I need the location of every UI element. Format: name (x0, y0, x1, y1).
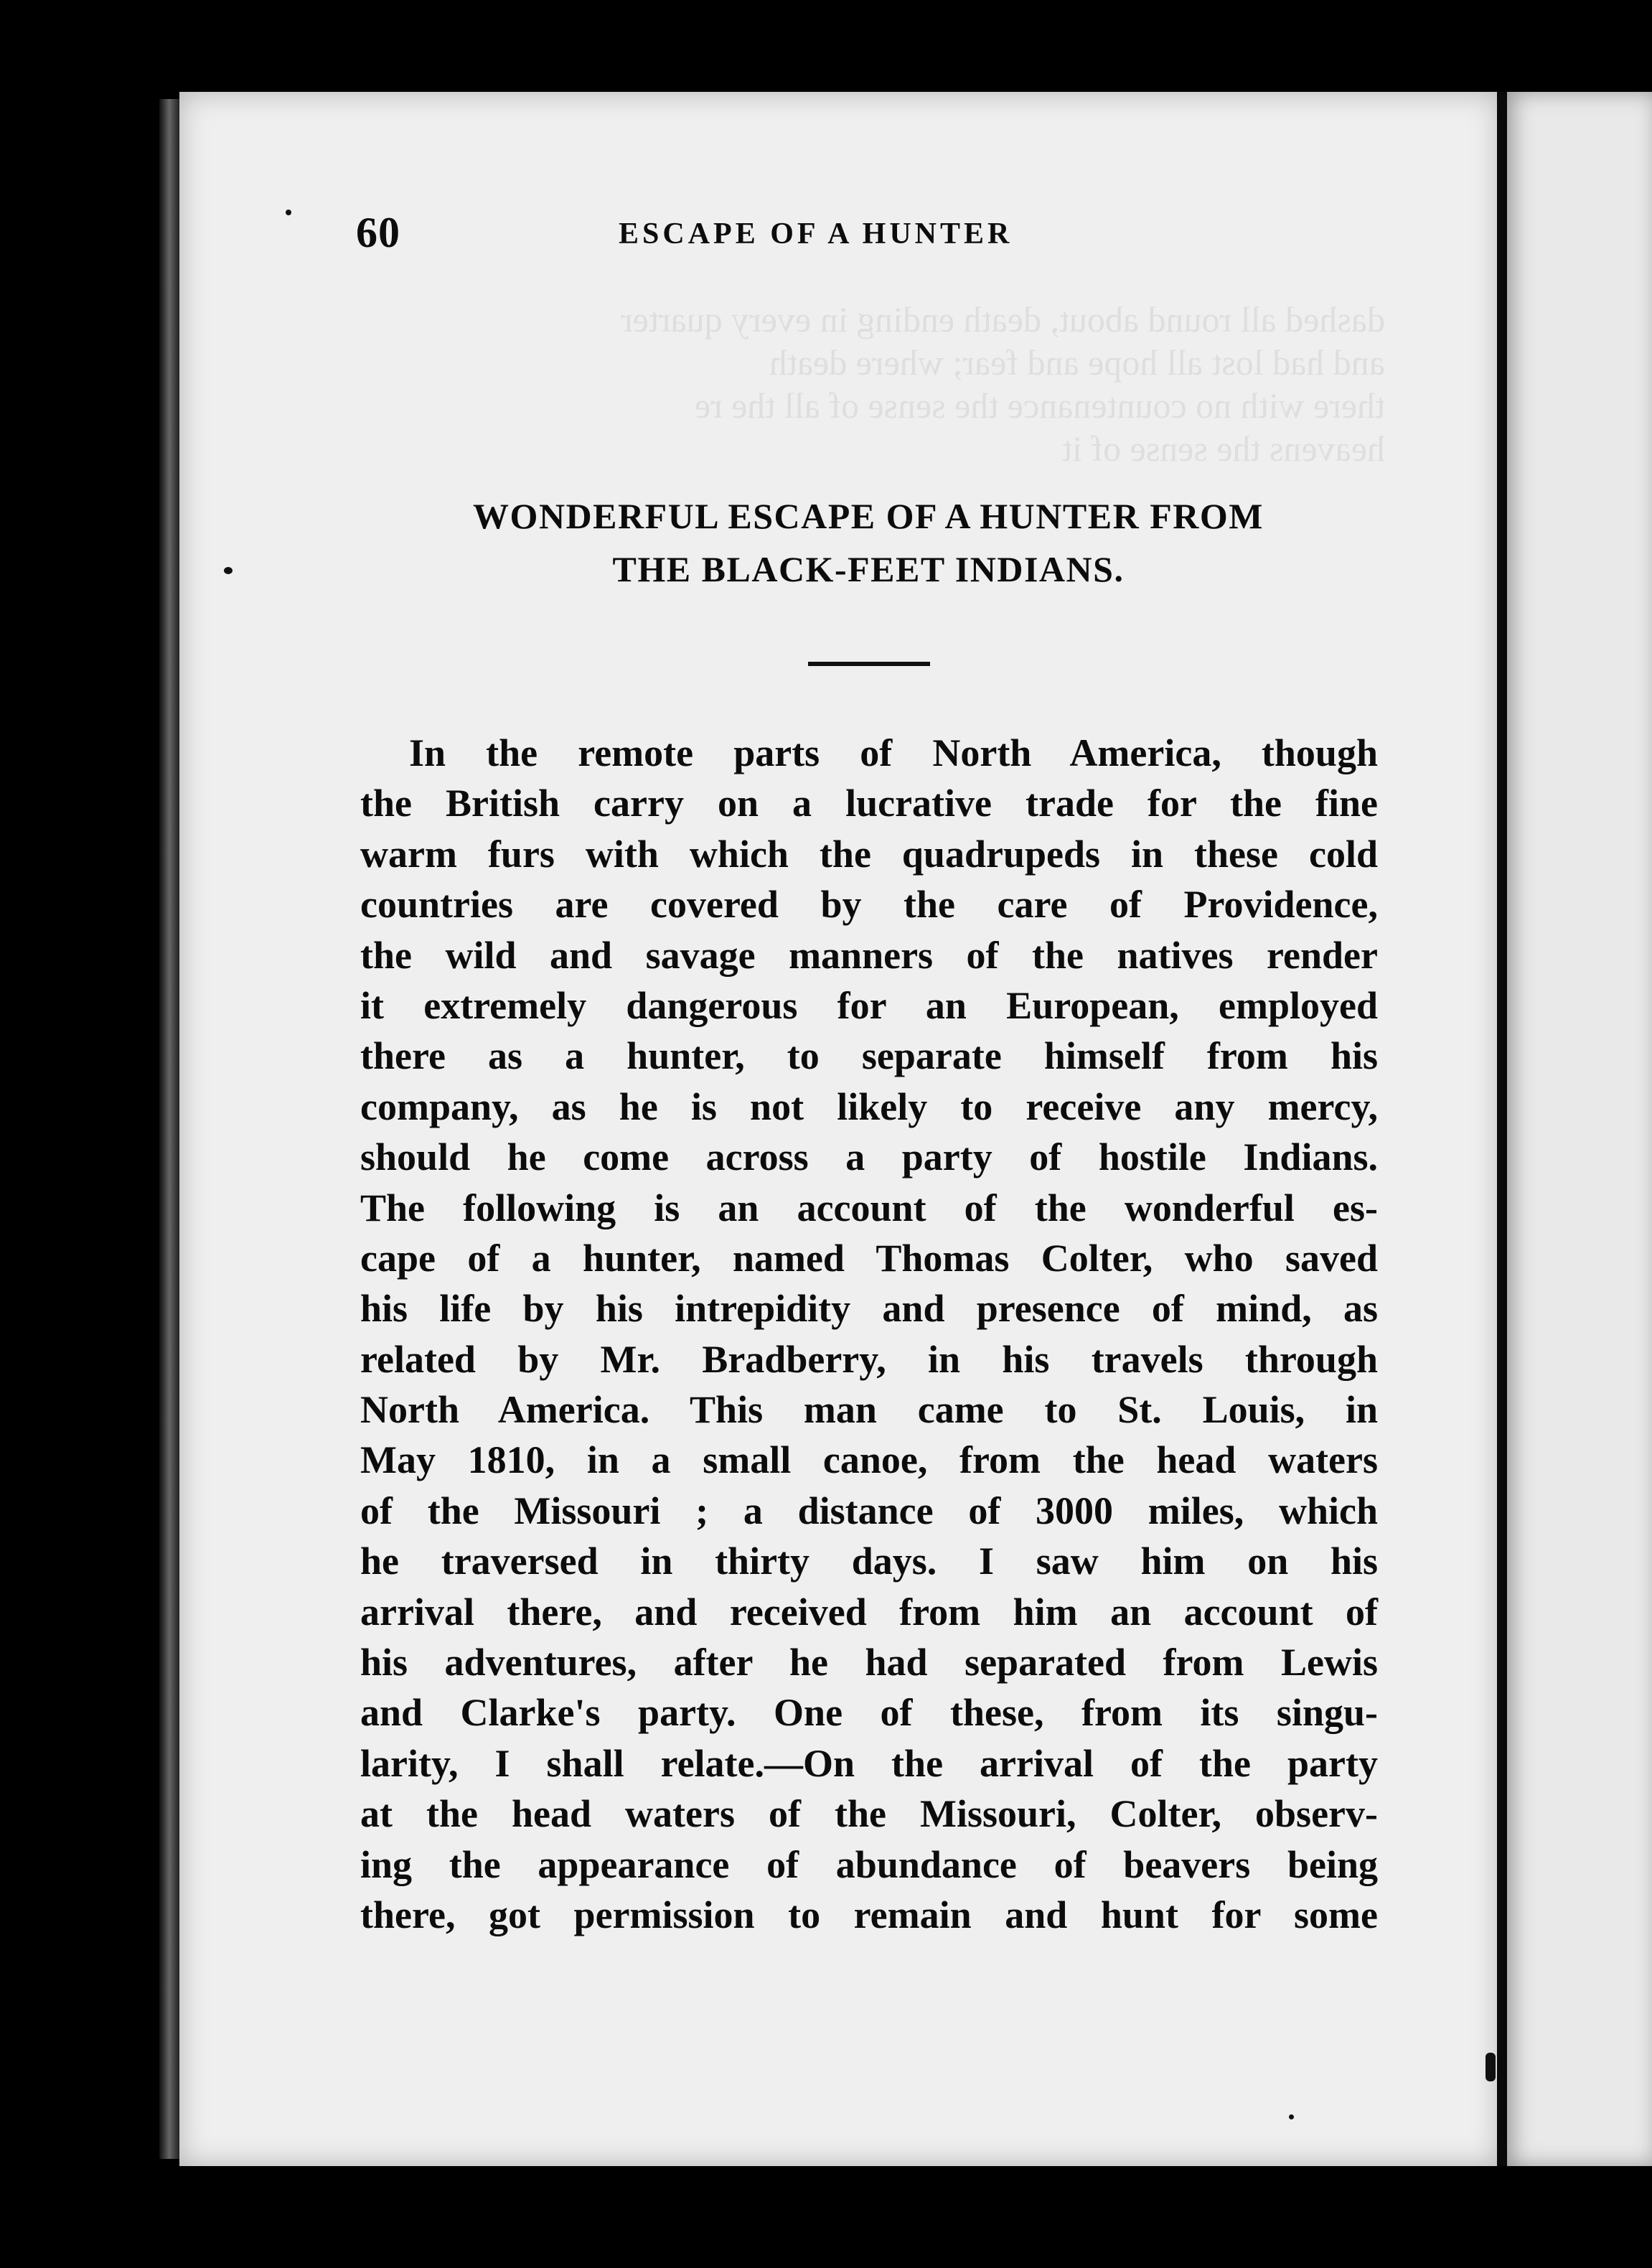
text-line: company, as he is not likely to receive any mercy, (360, 1084, 1378, 1128)
ink-speck (1289, 2114, 1294, 2119)
text-line: there as a hunter, to separate himself from his (360, 1034, 1378, 1078)
chapter-title-line: WONDERFUL ESCAPE OF A HUNTER FROM (473, 496, 1264, 536)
page-gutter (1497, 92, 1507, 2166)
ink-speck (224, 567, 233, 574)
text-line: there, got permission to remain and hunt for some (360, 1893, 1378, 1936)
text-line: The following is an account of the wonderful es- (360, 1186, 1378, 1229)
text-line: at the head waters of the Missouri, Colter, observ- (360, 1792, 1378, 1836)
text-line: May 1810, in a small canoe, from the head waters (360, 1438, 1378, 1482)
text-line: the wild and savage manners of the natives render (360, 933, 1378, 977)
text-line: his life by his intrepidity and presence of mind, as (360, 1287, 1378, 1331)
text-line: North America. This man came to St. Louis, in (360, 1388, 1378, 1432)
text-line: related by Mr. Bradberry, in his travels through (360, 1337, 1378, 1381)
page-number: 60 (356, 209, 400, 256)
text-line: and Clarke's party. One of these, from its singu- (360, 1691, 1378, 1735)
text-line: cape of a hunter, named Thomas Colter, who saved (360, 1236, 1378, 1280)
body-text (360, 728, 1378, 1940)
text-line: arrival there, and received from him an account of (360, 1590, 1378, 1634)
text-line: should he come across a party of hostile Indians. (360, 1135, 1378, 1179)
text-line: it extremely dangerous for an European, employed (360, 983, 1378, 1027)
running-title: ESCAPE OF A HUNTER (619, 217, 1013, 250)
ink-speck (1486, 2053, 1496, 2081)
page-edge (159, 99, 179, 2159)
text-line: the British carry on a lucrative trade for the fine (360, 782, 1378, 825)
facing-page-edge (1507, 92, 1652, 2166)
title-rule (808, 662, 930, 666)
text-line: warm furs with which the quadrupeds in these cold (360, 832, 1378, 876)
running-head (0, 208, 1652, 266)
text-line: larity, I shall relate.—On the arrival of the party (360, 1741, 1378, 1785)
text-line: In the remote parts of North America, though (409, 731, 1378, 774)
text-line: countries are covered by the care of Providence, (360, 883, 1378, 927)
chapter-title (359, 489, 1378, 596)
text-line: his adventures, after he had separated from Lewis (360, 1641, 1378, 1684)
chapter-title-line: THE BLACK-FEET INDIANS. (612, 549, 1125, 589)
text-line: ing the appearance of abundance of beavers being (360, 1842, 1378, 1886)
text-line: he traversed in thirty days. I saw him on his (360, 1540, 1378, 1583)
text-line: of the Missouri ; a distance of 3000 miles, which (360, 1489, 1378, 1532)
